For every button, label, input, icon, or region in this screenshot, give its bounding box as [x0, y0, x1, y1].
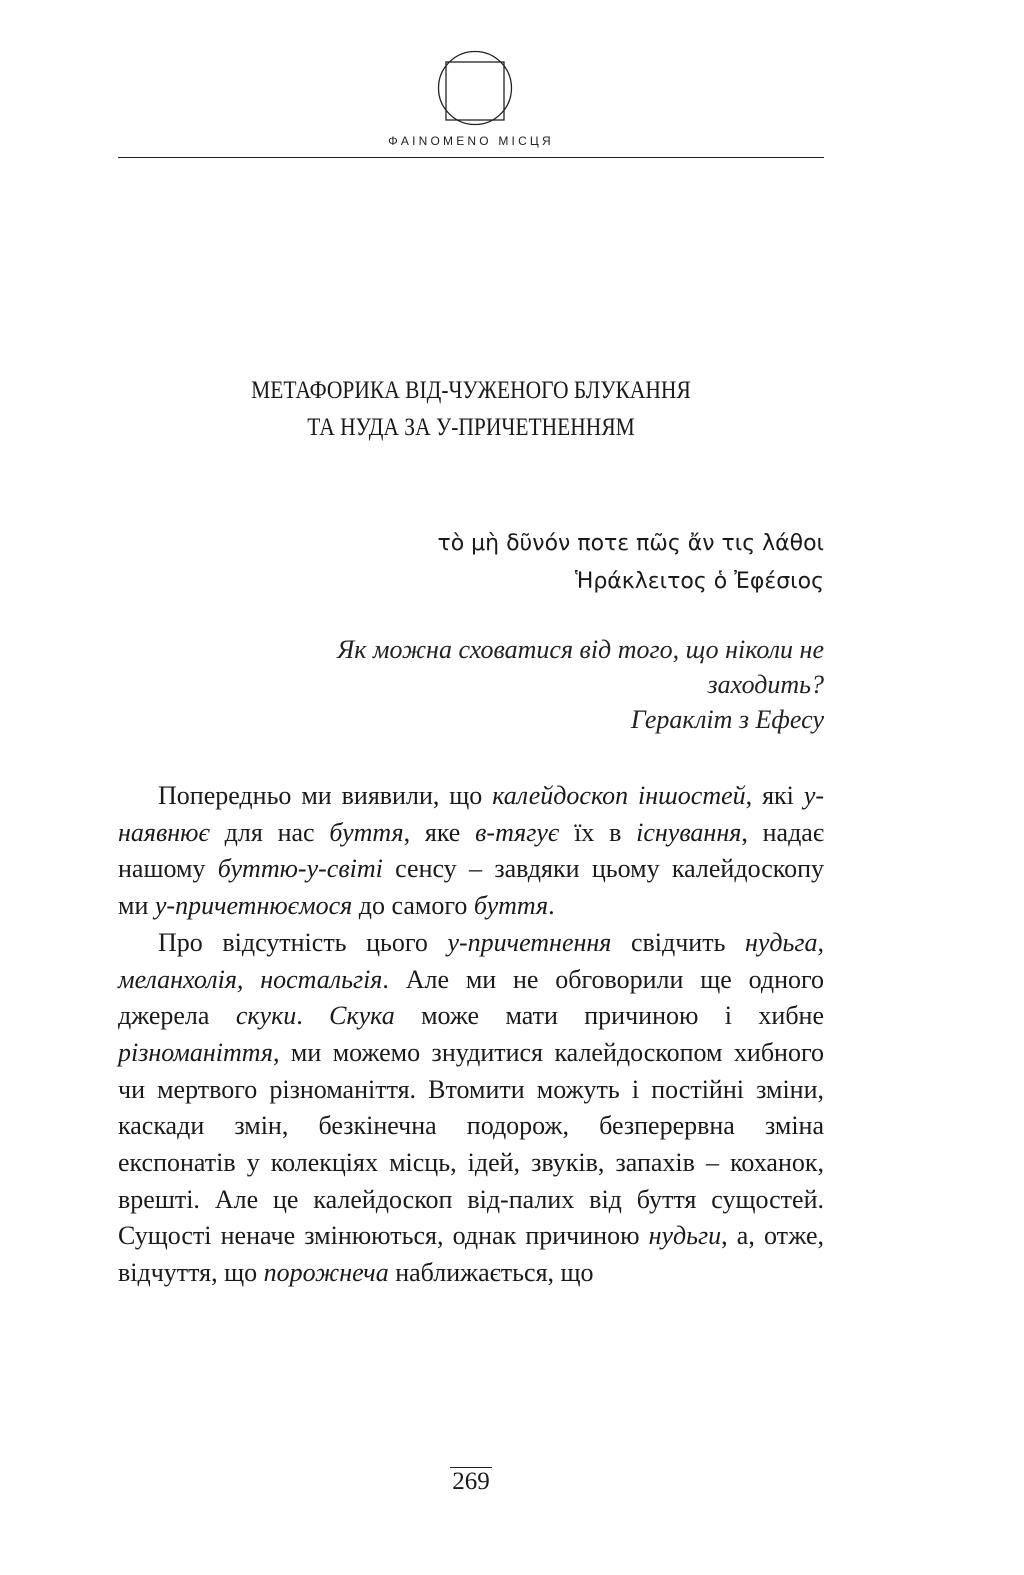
epigraph-greek-quote: τὸ μὴ δῦνόν ποτε πῶς ἄν τις λάθοι [437, 531, 824, 556]
emphasis: нудьги [648, 1221, 722, 1251]
emphasis: калейдоскоп іншостей [492, 781, 746, 810]
text-run: , надає нашому [118, 817, 824, 884]
page-number-value: 269 [452, 1468, 490, 1495]
emphasis: у-причетнюємося [154, 891, 353, 921]
text-run: . Але ми не обговорили ще одного джерела [118, 964, 824, 1031]
text-run: їх в [559, 817, 637, 847]
chapter-title-line-2: ТА НУДА ЗА У-ПРИЧЕТНЕННЯМ [307, 414, 635, 441]
text-run: сенсу – завдяки цьому калейдоскопу ми [118, 854, 824, 921]
emphasis: буття [473, 891, 549, 921]
text-run: може мати причиною і хибне [394, 1001, 824, 1031]
emphasis: різноманіття [118, 1037, 273, 1067]
epigraph-translation [224, 632, 824, 737]
running-head: ΦAINOMENO МІСЦЯ [388, 134, 554, 148]
emphasis: у-причетнення [447, 927, 612, 957]
chapter-title-line-1: МЕТАФОРИКА ВІД-ЧУЖЕНОГО БЛУКАННЯ [251, 377, 691, 404]
header-rule [118, 157, 824, 158]
emphasis: порожнеча [263, 1258, 389, 1288]
paragraph-1 [118, 778, 824, 925]
emphasis: існування [636, 817, 742, 847]
text-run: , а, отже, відчуття, що [118, 1221, 824, 1288]
emphasis: буття [329, 817, 404, 847]
epigraph-translation-line-1: Як можна сховатися від того, що ніколи не [337, 635, 824, 664]
circle-square-emblem-icon [437, 50, 513, 126]
epigraph-translation-author: Геракліт з Ефесу [630, 705, 824, 734]
emphasis: Скука [329, 1001, 395, 1031]
text-run: для нас [209, 817, 330, 847]
emphasis: у-наявнює [118, 781, 825, 847]
emphasis: нудьга, меланхолія, ностальгія [118, 927, 824, 994]
text-run: Попередньо ми виявили, що [158, 781, 493, 810]
paragraph-2 [118, 925, 824, 1292]
emphasis: скуки [235, 1001, 297, 1031]
text-run: , які [745, 781, 804, 810]
epigraph-greek-author: Ἡράκλειτος ὁ Ἐφέσιος [574, 569, 824, 594]
epigraph-greek [264, 525, 824, 601]
text-run: до самого [352, 891, 474, 921]
text-run: . [548, 891, 555, 921]
text-run: наближається, що [388, 1258, 594, 1288]
text-run: , яке [403, 817, 476, 847]
text-run: свідчить [611, 927, 745, 957]
text-run: , ми можемо знудитися калейдоскопом хибного чи мертвого різноманіття. Втомити можуть і постійні зміни, каскади змін, безкінечна подорож, безперервна зміна експонатів у колекціях місць, ідей, звуків, запахів – коханок, врешті. Але це калейдоскоп від-палих від буття сущостей. Сущості неначе змінюються, однак причиною [118, 1037, 824, 1251]
page-number [0, 1468, 942, 1496]
body-text [118, 778, 824, 1292]
text-run: Про відсутність цього [158, 927, 448, 957]
chapter-title [167, 372, 774, 446]
epigraph-translation-line-2: заходить? [707, 670, 824, 699]
emphasis: буттю-у-світі [217, 854, 383, 884]
emphasis: в-тягує [475, 817, 560, 847]
text-run: . [296, 1001, 330, 1031]
